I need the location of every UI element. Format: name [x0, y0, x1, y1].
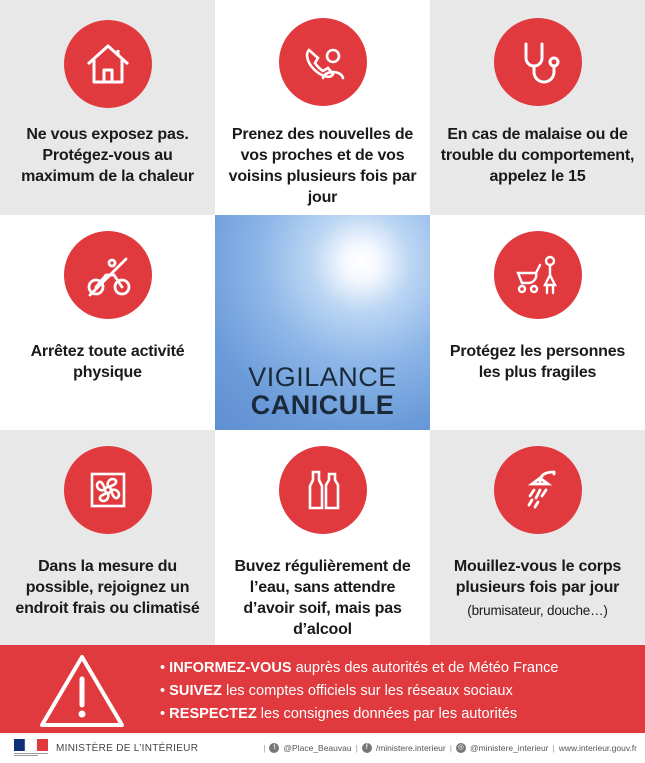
facebook-link[interactable]: /ministere.interieur — [375, 743, 446, 753]
tile-text: Dans la mesure du possible, rejoignez un endroit frais ou climatisé — [15, 558, 200, 617]
facebook-icon: f — [362, 743, 372, 753]
fan-icon — [64, 446, 152, 534]
twitter-link[interactable]: @Place_Beauvau — [283, 743, 352, 753]
tile-news — [215, 0, 430, 215]
warning-triangle-icon — [38, 653, 126, 729]
phone-person-icon — [279, 18, 367, 106]
no-cycling-icon — [64, 231, 152, 319]
bottles-icon — [279, 446, 367, 534]
tile-text: Mouillez-vous le corps plusieurs fois par jour (brumisateur, douche…) — [438, 556, 637, 621]
tile-text: Ne vous exposez pas. Protégez-vous au maximum de la chaleur — [21, 126, 194, 185]
center-sky-image — [215, 215, 430, 430]
banner-item: • INFORMEZ-VOUS auprès des autorités et de Météo France — [160, 660, 559, 676]
tile-cool — [0, 430, 215, 645]
tile-text: Prenez des nouvelles de vos proches et de vos voisins plusieurs fois par jour — [228, 126, 417, 206]
instagram-link[interactable]: @ministere_interieur — [469, 743, 549, 753]
tile-text: En cas de malaise ou de trouble du comportement, appelez le 15 — [440, 126, 635, 185]
website-link[interactable]: www.interieur.gouv.fr — [558, 743, 637, 753]
tile-text: Buvez régulièrement de l’eau, sans attendre d’avoir soif, mais pas d’alcool — [234, 558, 411, 638]
banner-item: • SUIVEZ les comptes officiels sur les réseaux sociaux — [160, 683, 513, 699]
social-links: | t @Place_Beauvau | f /ministere.interieur | ◎ @ministere_interieur | www.interieur.gouv.fr — [263, 743, 637, 753]
tile-text: Arrêtez toute activité physique — [30, 343, 185, 381]
tile-drink — [215, 430, 430, 645]
house-icon — [64, 20, 152, 108]
republique-logo-icon — [14, 739, 48, 757]
warning-banner — [0, 645, 645, 733]
canicule-label: CANICULE — [250, 390, 395, 420]
tile-fragile — [430, 215, 645, 430]
tile-subtext: (brumisateur, douche…) — [467, 603, 608, 618]
tile-activity — [0, 215, 215, 430]
footer — [0, 733, 645, 763]
banner-list — [160, 657, 559, 726]
vigilance-label: VIGILANCE — [248, 362, 397, 392]
instagram-icon: ◎ — [457, 744, 465, 751]
shower-icon — [494, 446, 582, 534]
twitter-icon: t — [269, 743, 279, 753]
stethoscope-icon — [494, 18, 582, 106]
tile-malaise — [430, 0, 645, 215]
tile-shower — [430, 430, 645, 645]
ministry-name: MINISTÈRE DE L’INTÉRIEUR — [56, 743, 199, 754]
tile-expose — [0, 0, 215, 215]
banner-item: • RESPECTEZ les consignes données par les autorités — [160, 706, 518, 722]
tile-text: Protégez les personnes les plus fragiles — [449, 343, 626, 381]
stroller-elderly-icon — [494, 231, 582, 319]
